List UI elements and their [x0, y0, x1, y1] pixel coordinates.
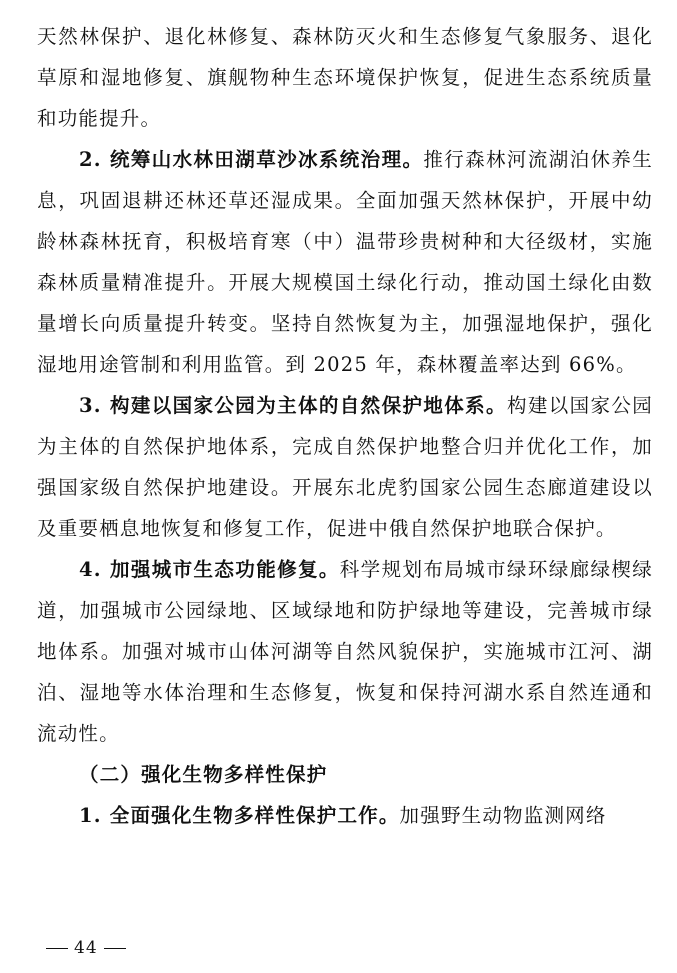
item-title: 1. 全面强化生物多样性保护工作。 [79, 804, 400, 827]
item-body: 加强野生动物监测网络 [399, 804, 607, 827]
paragraph-item-2 [37, 139, 653, 385]
footer-dash-right [104, 948, 126, 950]
footer-dash-left [46, 948, 68, 950]
page-number: 44 [74, 938, 98, 958]
item-body: 构建以国家公园为主体的自然保护地体系，完成自然保护地整合归并优化工作，加强国家级自然保护地建设。开展东北虎豹国家公园生态廊道建设以及重要栖息地恢复和修复工作，促进中俄自然保护地联合保护。 [37, 394, 654, 540]
paragraph-text: 天然林保护、退化林修复、森林防灭火和生态修复气象服务、退化草原和湿地修复、旗舰物种生态环境保护恢复，促进生态系统质量和功能提升。 [37, 25, 653, 130]
item-title: 4. 加强城市生态功能修复。 [79, 558, 340, 581]
document-page [37, 16, 653, 836]
paragraph-continuation [37, 16, 653, 139]
paragraph-item-1-biodiversity [37, 795, 653, 836]
item-title: 3. 构建以国家公园为主体的自然保护地体系。 [79, 394, 507, 417]
paragraph-item-3 [37, 385, 653, 549]
item-body: 推行森林河流湖泊休养生息，巩固退耕还林还草还湿成果。全面加强天然林保护，开展中幼龄林森林抚育，积极培育寒（中）温带珍贵树种和大径级材，实施森林质量精准提升。开展大规模国土绿化行动，推动国土绿化由数量增长向质量提升转变。坚持自然恢复为主，加强湿地保护，强化湿地用途管制和利用监管。到 2025 年，森林覆盖率达到 66%。 [37, 148, 654, 376]
item-title: 2. 统筹山水林田湖草沙冰系统治理。 [79, 148, 424, 171]
item-body: 科学规划布局城市绿环绿廊绿楔绿道，加强城市公园绿地、区域绿地和防护绿地等建设，完善城市绿地体系。加强对城市山体河湖等自然风貌保护，实施城市江河、湖泊、湿地等水体治理和生态修复，恢复和保持河湖水系自然连通和流动性。 [37, 558, 653, 745]
page-footer [40, 938, 132, 958]
section-heading: （二）强化生物多样性保护 [79, 763, 328, 786]
paragraph-item-4 [37, 549, 653, 754]
